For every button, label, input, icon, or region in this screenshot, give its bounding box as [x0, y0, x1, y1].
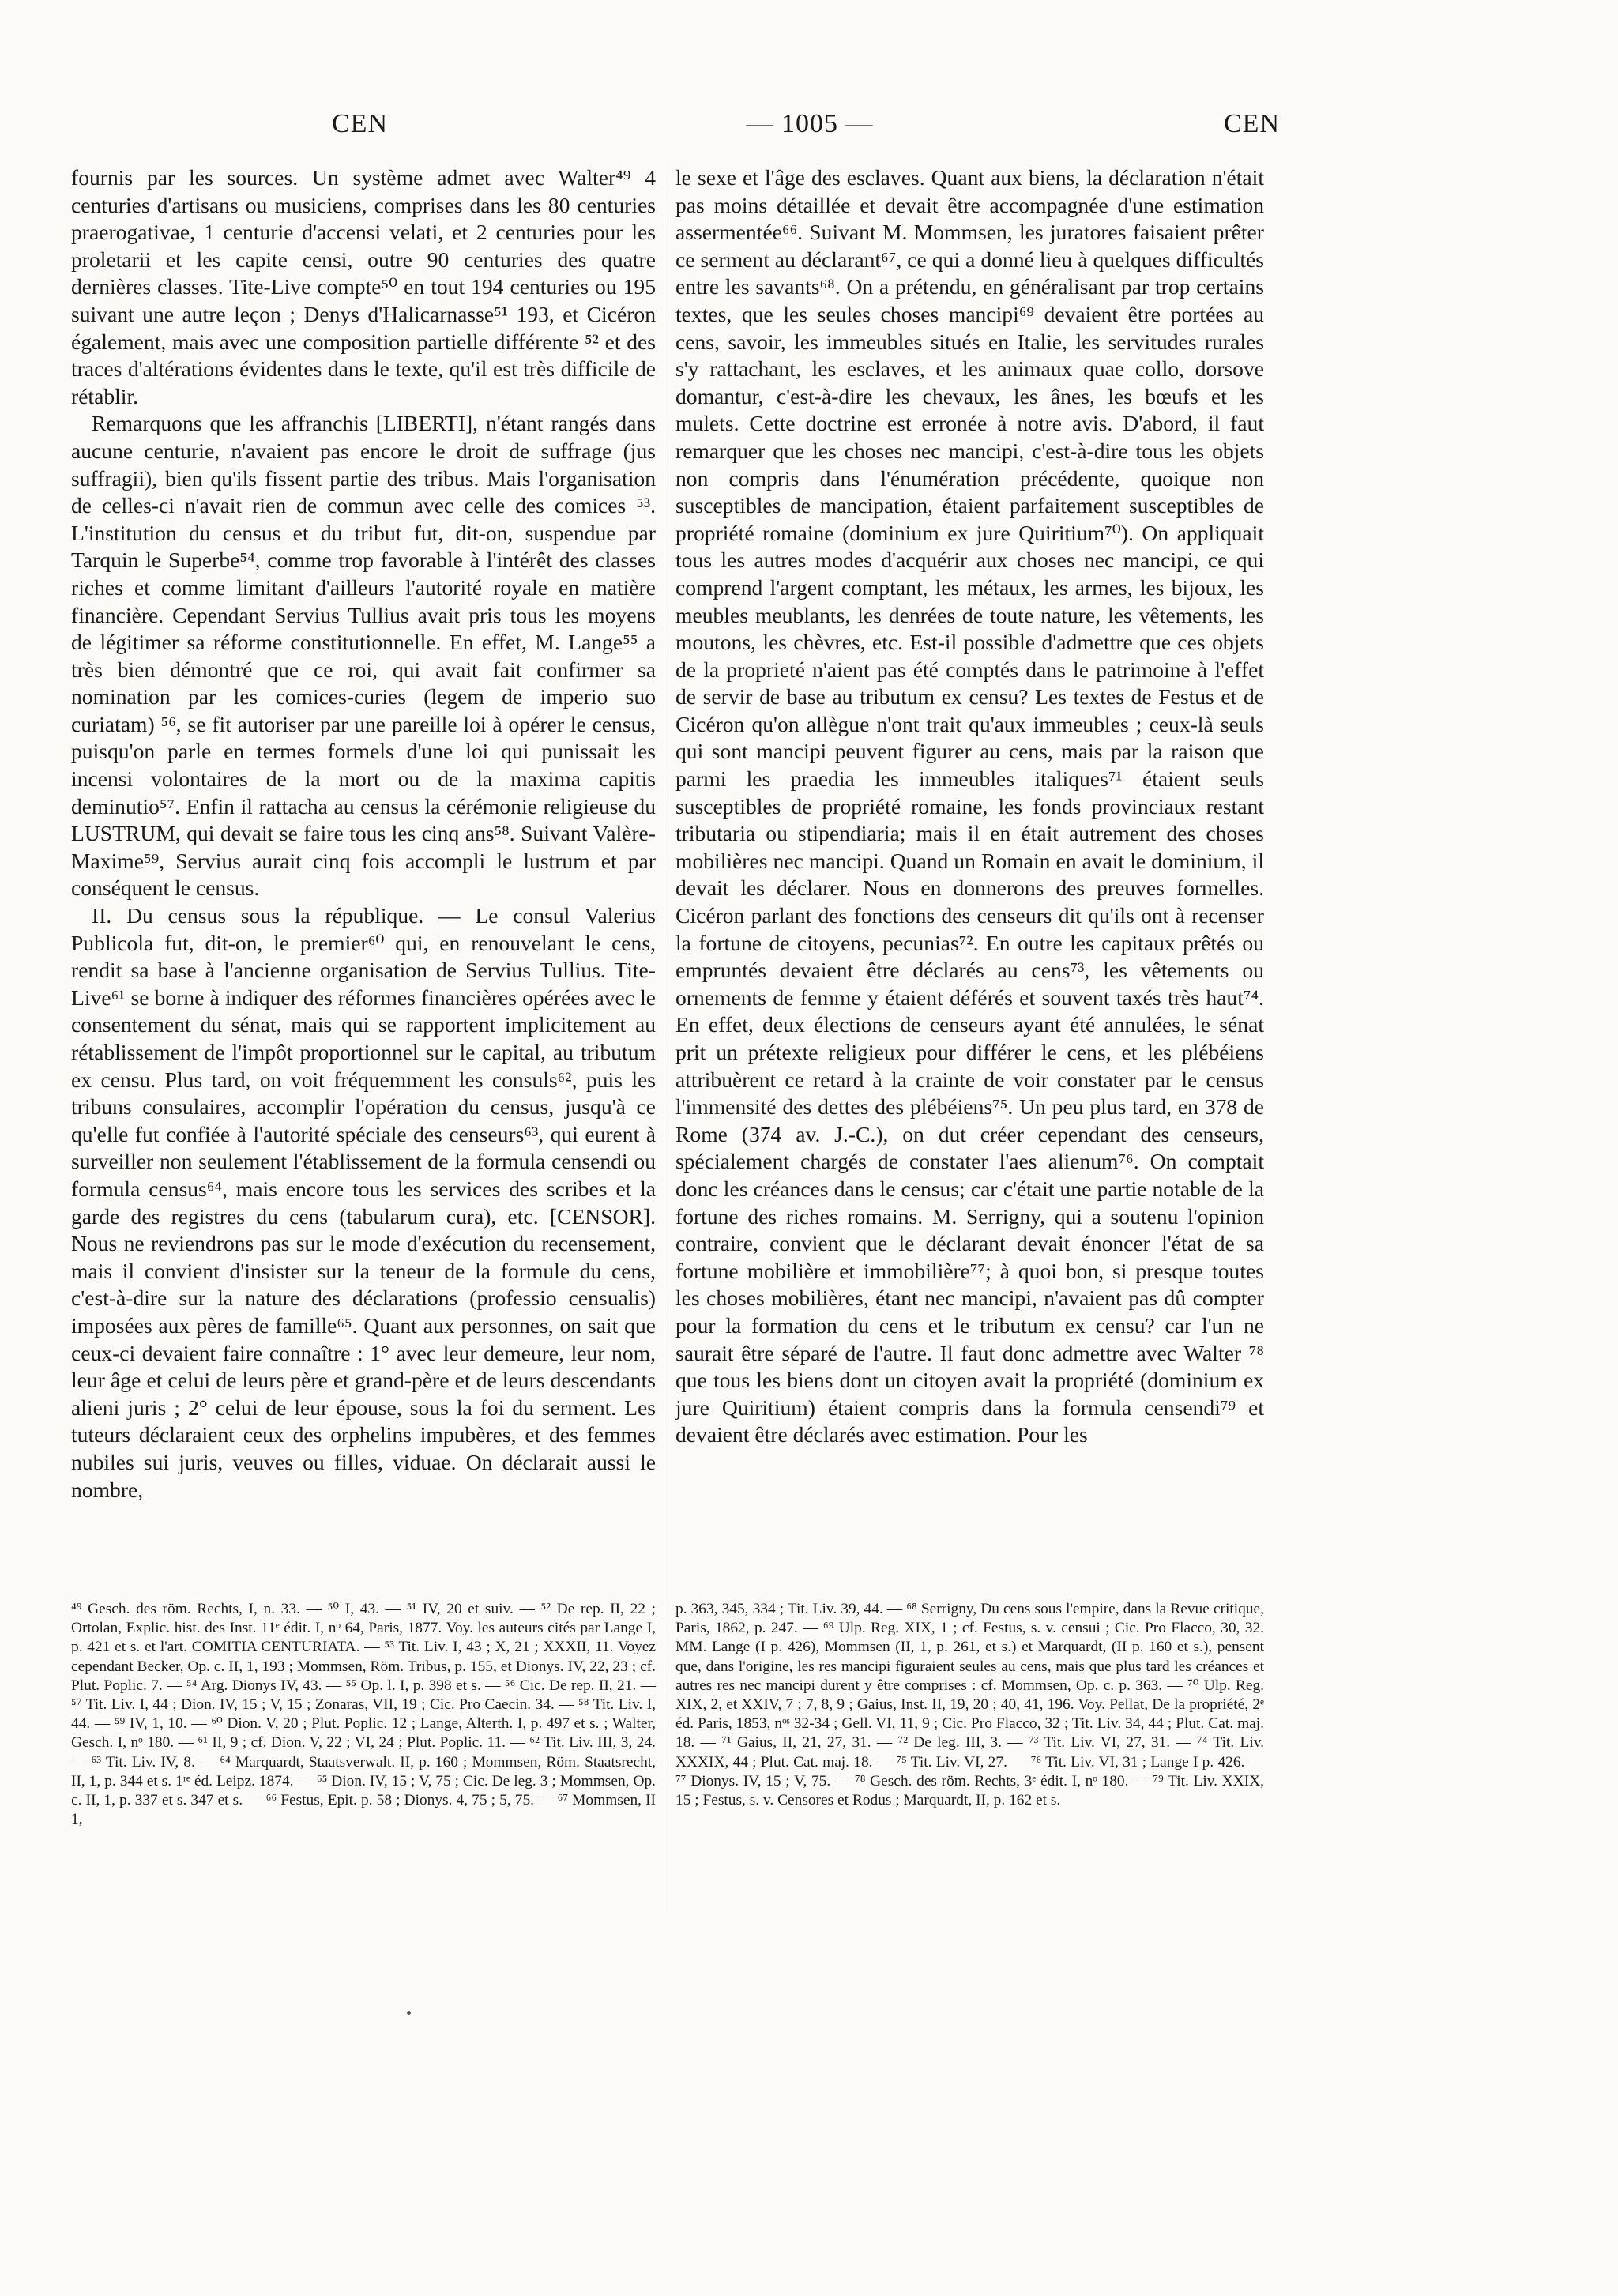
footnote-block: ⁴⁹ Gesch. des röm. Rechts, I, n. 33. — ⁵⁰ I, 43. — ⁵¹ IV, 20 et suiv. — ⁵² De rep. II, 22 ; Ortolan, Explic. hist. des Inst. 11ᵉ édit. I, nᵒ 64, Paris, 1877. Voy. les auteurs cités par Lange I, p. 421 et s. et l'art. COMITIA CENTURIATA. — ⁵³ Tit. Liv. I, 43 ; X, 21 ; XXXII, 11. Voyez cependant Becker, Op. c. II, 1, 193 ; Mommsen, Röm. Tribus, p. 155, et Dionys. IV, 22, 23 ; cf. Plut. Poplic. 7. — ⁵⁴ Arg. Dionys IV, 43. — ⁵⁵ Op. l. I, p. 398 et s. — ⁵⁶ Cic. De rep. II, 21. — ⁵⁷ Tit. Liv. I, 44 ; Dion. IV, 15 ; V, 15 ; Zonaras, VII, 19 ; Cic. Pro Caecin. 34. — ⁵⁸ Tit. Liv. I, 44. — ⁵⁹ IV, 1, 10. — ⁶⁰ Dion. V, 20 ; Plut. Poplic. 12 ; Lange, Alterth. I, p. 497 et s. ; Walter, Gesch. I, nᵒ 180. — ⁶¹ II, 9 ; cf. Dion. V, 22 ; VI, 24 ; Plut. Poplic. 11. — ⁶² Tit. Liv. III, 3, 24. — ⁶³ Tit. Liv. IV, 8. — ⁶⁴ Marquardt, Staatsverwalt. II, p. 160 ; Mommsen, Röm. Staatsrecht, II, 1, p. 344 et s. 1ʳᵉ éd. Leipz. 1874. — ⁶⁵ Dion. IV, 15 ; V, 75 ; Cic. De leg. 3 ; Mommsen, Op. c. II, 1, p. 337 et s. 347 et s. — ⁶⁶ Festus, Epit. p. 58 ; Dionys. 4, 75 ; 5, 75. — ⁶⁷ Mommsen, II 1, [71, 1601, 656, 1828]
paragraph: le sexe et l'âge des esclaves. Quant aux biens, la déclaration n'était pas moins détaillée et devait être accompagnée d'une estimation assermentée⁶⁶. Suivant M. Mommsen, les juratores faisaient prêter ce serment au déclarant⁶⁷, ce qui a donné lieu à quelques difficultés entre les savants⁶⁸. On a prétendu, en généralisant par trop certains textes, que les seules choses mancipi⁶⁹ devaient être portées au cens, savoir, les immeubles situés en Italie, les servitudes rurales s'y rattachant, les esclaves, et les animaux quae collo, dorsove domantur, c'est-à-dire les chevaux, les ânes, les bœufs et les mulets. Cette doctrine est erronée à notre avis. D'abord, il faut remarquer que les choses nec mancipi, c'est-à-dire tous les objets non compris dans l'énumération précédente, quoique non susceptibles de mancipation, étaient parfaitement susceptibles de propriété romaine (dominium ex jure Quiritium⁷⁰). On appliquait tous les autres modes d'acquérir aux choses nec mancipi, ce qui comprend l'argent comptant, les métaux, les armes, les bijoux, les meubles meublants, les denrées de toute nature, les vêtements, les moutons, les chèvres, etc. Est-il possible d'admettre que ces objets de la proprieté n'aient pas été comptés dans le patrimoine à l'effet de servir de base au tributum ex censu? Les textes de Festus et de Cicéron qu'on allègue n'ont trait qu'aux immeubles ; ceux-là seuls qui sont mancipi peuvent figurer au cens, mais par la raison que parmi les praedia les immeubles italiques⁷¹ étaient seuls susceptibles de propriété romaine, les fonds provinciaux restant tributaria ou stipendiaria; mais il en était autrement des choses mobilières nec mancipi. Quand un Romain en avait le dominium, il devait les déclarer. Nous en donnerons des preuves formelles. Cicéron parlant des fonctions des censeurs dit qu'ils ont à recenser la fortune de citoyens, pecunias⁷². En outre les capitaux prêtés ou empruntés devaient être déclarés au cens⁷³, les vêtements ou ornements de femme y étaient déférés et souvent taxés très haut⁷⁴. En effet, deux élections de censeurs ayant été annulées, le sénat prit un prétexte religieux pour différer le cens, et les plébéiens attribuèrent ce retard à la crainte de voir constater par le census l'immensité des dettes des plébéiens⁷⁵. Un peu plus tard, en 378 de Rome (374 av. J.-C.), on dut créer cependant des censeurs, spécialement chargés de constater l'aes alienum⁷⁶. On comptait donc les créances dans le census; car c'était une partie notable de la fortune des riches romains. M. Serrigny, qui a soutenu l'opinion contraire, convient que le déclarant devait énoncer l'état de sa fortune mobilière et immobilière⁷⁷; à quoi bon, si presque toutes les choses mobilières, étant nec mancipi, n'avaient pas dû compter pour la formation du cens et le tributum ex censu? car l'un ne saurait être séparé de l'autre. Il faut donc admettre avec Walter ⁷⁸ que tous les biens dont un citoyen avait la propriété (dominium ex jure Quiritium) étaient compris dans la formula censendi⁷⁹ et devaient être déclarés avec estimation. Pour les [675, 165, 1264, 1447]
paragraph: fournis par les sources. Un système admet avec Walter⁴⁹ 4 centuries d'artisans ou musiciens, comprises dans les 80 centuries praerogativae, 1 centurie d'accensi velati, et 2 centuries pour les proletarii et les capite censi, outre 90 centuries des quatre dernières classes. Tite-Live compte⁵⁰ en tout 194 centuries ou 195 suivant une autre leçon ; Denys d'Halicarnasse⁵¹ 193, et Cicéron également, mais avec une composition partielle différente ⁵² et des traces d'altérations évidentes dans le texte, qu'il est très difficile de rétablir. [71, 165, 656, 408]
left-column [71, 164, 656, 1504]
header-right: CEN [1224, 109, 1280, 138]
paragraph: Remarquons que les affranchis [LIBERTI], n'étant rangés dans aucune centurie, n'avaient pas encore le droit de suffrage (jus suffragii), bien qu'ils fissent partie des tribus. Mais l'organisation de celles-ci n'avait rien de commun avec celle des comices ⁵³. L'institution du census et du tribut fut, dit-on, suspendue par Tarquin le Superbe⁵⁴, comme trop favorable à l'intérêt des classes riches et comme limitant d'ailleurs l'autorité royale en matière financière. Cependant Servius Tullius avait pris tous les moyens de légitimer sa réforme constitutionnelle. En effet, M. Lange⁵⁵ a très bien démontré que ce roi, qui avait fait confirmer sa nomination par les comices-curies (legem de imperio suo curiatam) ⁵⁶, se fit autoriser par une pareille loi à opérer le census, puisqu'on parle en termes formels d'une loi qui punissait les incensi volontaires de la mort ou de la maxima capitis deminutio⁵⁷. Enfin il rattacha au census la cérémonie religieuse du LUSTRUM, qui devait se faire tous les cinq ans⁵⁸. Suivant Valère-Maxime⁵⁹, Servius aurait cinq fois accompli le lustrum et par conséquent le census. [71, 411, 656, 901]
running-header [71, 109, 1548, 156]
ink-dot [407, 2011, 411, 2015]
footnote-block: p. 363, 345, 334 ; Tit. Liv. 39, 44. — ⁶⁸ Serrigny, Du cens sous l'empire, dans la Revue critique, Paris, 1862, p. 247. — ⁶⁹ Ulp. Reg. XIX, 1 ; cf. Festus, s. v. censui ; Cic. Pro Flacco, 30, 32. MM. Lange (I p. 426), Mommsen (II, 1, p. 261, et s.) et Marquardt, (II p. 160 et s.), pensent que, dans l'origine, les res mancipi figuraient seules au cens, mais que plus tard les créances et autres res nec mancipi durent y être comprises : cf. Mommsen, Op. c. p. 363. — ⁷⁰ Ulp. Reg. XIX, 2, et XXIV, 7 ; 7, 8, 9 ; Gaius, Inst. II, 19, 20 ; 40, 41, 196. Voy. Pellat, De la propriété, 2ᵉ éd. Paris, 1853, nᵒˢ 32-34 ; Gell. VI, 11, 9 ; Cic. Pro Flacco, 32 ; Tit. Liv. 34, 44 ; Plut. Cat. maj. 18. — ⁷¹ Gaius, II, 21, 27, 31. — ⁷² De leg. III, 3. — ⁷³ Tit. Liv. VI, 27, 31. — ⁷⁴ Tit. Liv. XXXIX, 44 ; Plut. Cat. maj. 18. — ⁷⁵ Tit. Liv. VI, 27. — ⁷⁶ Tit. Liv. VI, 31 ; Lange I p. 426. — ⁷⁷ Dionys. IV, 15 ; V, 75. — ⁷⁸ Gesch. des röm. Rechts, 3ᵉ édit. I, nᵒ 180. — ⁷⁹ Tit. Liv. XXIX, 15 ; Festus, s. v. Censores et Rodus ; Marquardt, II, p. 162 et s. [675, 1601, 1264, 1809]
right-column [675, 164, 1264, 1449]
paragraph: II. Du census sous la république. — Le consul Valerius Publicola fut, dit-on, le premier⁶⁰ qui, en renouvelant le cens, rendit sa base à l'ancienne organisation de Servius Tullius. Tite-Live⁶¹ se borne à indiquer des réformes financières opérées avec le consentement du sénat, mais qui se rapportent implicitement au rétablissement de l'impôt proportionnel sur le capital, au tributum ex censu. Plus tard, on voit fréquemment les consuls⁶², puis les tribuns consulaires, accomplir l'opération du census, jusqu'à ce qu'elle fut confiée à l'autorité spéciale des censeurs⁶³, qui eurent à surveiller non seulement l'établissement de la formula censendi ou formula census⁶⁴, mais encore tous les services des scribes et la garde des registres du cens (tabularum cura), etc. [CENSOR]. Nous ne reviendrons pas sur le mode d'exécution du recensement, mais il convient d'insister sur la teneur de la formule du cens, c'est-à-dire sur la nature des déclarations (professio censualis) imposées aux pères de famille⁶⁵. Quant aux personnes, on sait que ceux-ci devaient faire connaître : 1° avec leur demeure, leur nom, leur âge et celui de leurs père et grand-père et de leurs descendants alieni juris ; 2° celui de leur épouse, sous la foi du serment. Les tuteurs déclaraient ceux des orphelins impubères, et des femmes nubiles sui juris, veuves ou filles, viduae. On déclarait aussi le nombre, [71, 903, 656, 1502]
footnotes-left [71, 1600, 656, 1829]
page-number: — 1005 — [746, 109, 874, 138]
header-left: CEN [332, 109, 388, 138]
footnotes-right [675, 1600, 1264, 1810]
